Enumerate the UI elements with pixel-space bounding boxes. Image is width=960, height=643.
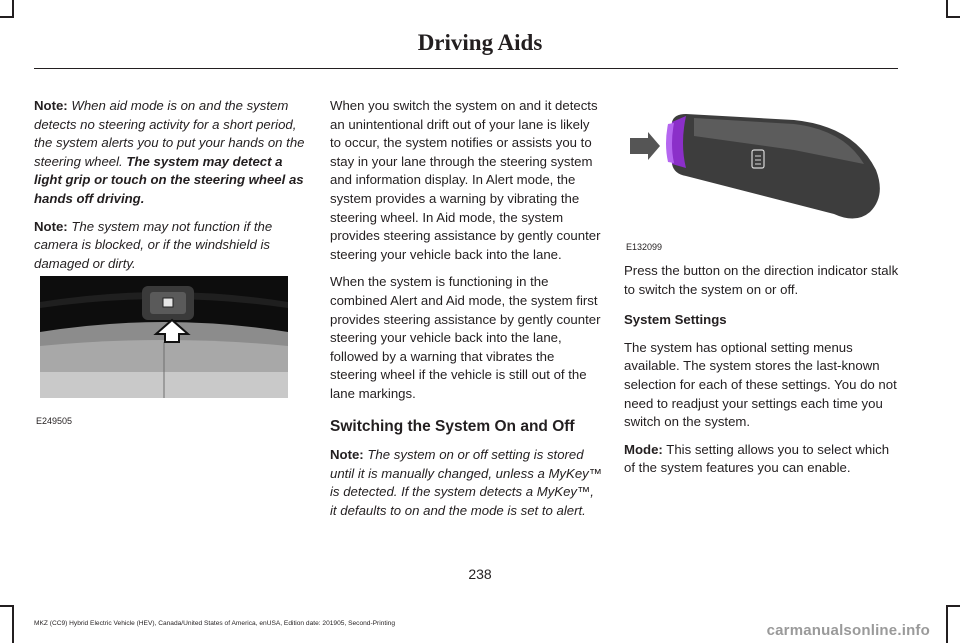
note-2: [34, 218, 306, 274]
windshield-camera-illustration: [34, 272, 292, 404]
header-divider: [34, 68, 898, 69]
paragraph: Press the button on the direction indicator stalk to switch the system on or off.: [624, 263, 899, 297]
column-1: [34, 97, 306, 282]
note-3: [330, 446, 602, 520]
subheading: System Settings: [624, 312, 727, 328]
note-bold-text: The system may detect a light grip or touch on the steering wheel as hands off driving.: [34, 153, 304, 206]
note-text: The system on or off setting is stored until it is manually changed, unless a MyKey™ is detected. If the system detects a MyKey™, it defaults to on and the mode is set to alert.: [330, 447, 602, 518]
note-text: The system may not function if the camera is blocked, or if the windshield is damaged or dirty.: [34, 218, 273, 271]
note-label: Note:: [34, 98, 68, 113]
note-1: [34, 97, 306, 209]
paragraph: The system has optional setting menus available. The system stores the last-known selection for each of these settings. You do not need to readjust your settings each time you switch on the system.: [624, 339, 897, 430]
paragraph: When the system is functioning in the combined Alert and Aid mode, the system first provides steering assistance by gently counter steering your vehicle back into the lane, followed by a warning that vibrates the steering wheel if the vehicle is still out of the lane markings.: [330, 274, 601, 401]
section-heading: Switching the System On and Off: [330, 417, 575, 435]
watermark: carmanualsonline.info: [766, 622, 930, 639]
mode-label: Mode:: [624, 441, 663, 457]
column-2: [330, 97, 602, 529]
crop-mark-br-v: [946, 605, 948, 643]
note-label: Note:: [34, 218, 68, 234]
footer-text: MKZ (CC9) Hybrid Electric Vehicle (HEV), Canada/United States of America, enUSA, Edition date: 201905, Second-Printing: [34, 620, 395, 627]
figure-id: E249505: [36, 416, 73, 426]
note-label: Note:: [330, 447, 364, 463]
page-number: 238: [468, 566, 492, 582]
crop-mark-bl-h: [0, 605, 14, 607]
mode-paragraph: [624, 441, 900, 478]
crop-mark-bl-v: [12, 605, 14, 643]
paragraph: When you switch the system on and it detects an unintentional drift out of your lane is likely to occur, the system notifies or assists you to stay in your lane through the steering system and information display. In Alert mode, the system provides a warning by vibrating the steering wheel. In Aid mode, the system provides steering assistance by gently counter steering your vehicle back into the lane.: [330, 98, 601, 262]
camera-figure: [34, 272, 292, 426]
stalk-figure: [624, 100, 896, 250]
column-3: [624, 262, 900, 487]
direction-indicator-stalk-illustration: [624, 100, 896, 240]
crop-mark-tl-h: [0, 16, 14, 18]
note-text: When aid mode is on and the system detects no steering activity for a short period, the system alerts you to put your hands on the steering wheel.: [34, 98, 305, 169]
page-title: Driving Aids: [417, 30, 543, 55]
figure-id: E132099: [626, 242, 663, 252]
crop-mark-tr-h: [946, 16, 960, 18]
mode-text: This setting allows you to select which of the system features you can enable.: [624, 441, 890, 476]
crop-mark-br-h: [946, 605, 960, 607]
